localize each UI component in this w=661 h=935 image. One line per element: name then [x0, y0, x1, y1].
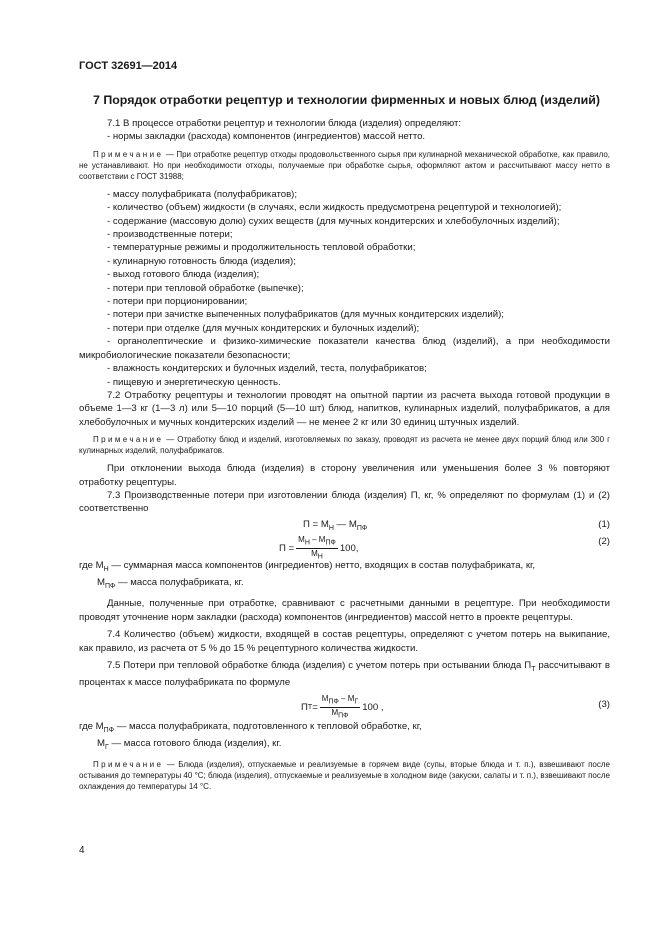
formula-2-number: (2) — [598, 535, 610, 547]
formula-2-expression: П = $\frac{М_Н - М_{ПФ}}{М_Н}$ 100, — [279, 534, 359, 561]
list-item: - потери при тепловой обработке (выпечке); — [107, 282, 304, 294]
formula-3 — [79, 690, 610, 720]
note-text: — Отработку блюд и изделий, изготовляемых по заказу, проводят из расчета не менее двух порций блюд или 300 г кулинарных изделий, полуфабрикатов. — [79, 435, 610, 456]
paragraph-7-1: 7.1 В процессе отработки рецептур и технологии блюда (изделия) определяют: — [107, 118, 462, 129]
list-item: - пищевую и энергетическую ценность. — [107, 376, 281, 388]
formula-1-expression: $П = М_Н$ — $М_{ПФ}$ — [303, 518, 368, 532]
paragraph-7-2-deviation: При отклонении выхода блюда (изделия) в сторону увеличения или уменьшения более 3 % повторяют отработку рецептуры. — [79, 463, 610, 488]
formula-definitions-1 — [79, 559, 610, 594]
list-item: - потери при зачистке выпеченных полуфабрикатов (для мучных кондитерских изделий); — [107, 309, 504, 321]
list-item: - производственные потери; — [107, 229, 233, 241]
formula-3-fraction: $\frac{М_{ПФ} - М_Г}{М_{ПФ}}$ — [321, 693, 359, 720]
paragraph-7-5: 7.5 Потери при тепловой обработке блюда (изделия) с учетом потерь при остывании блюда $П_Т$ рассчитывают в процентах к массе полуфабриката по формуле — [79, 660, 610, 689]
list-item: - влажность кондитерских и булочных изделий, теста, полуфабрикатов; — [107, 363, 427, 375]
note-text: — При отработке рецептур отходы продовольственного сырья при кулинарной механической обработке, как правило, не устанавливают. Но при необходимости отходы, получаемые при обработке сырья, оформляют актом и рассчитывают массу нетто в соответствии с ГОСТ 31988; — [79, 149, 610, 181]
list-item: - температурные режимы и продолжительность тепловой обработки; — [107, 242, 416, 254]
paragraph-7-3-comparison: Данные, полученные при отработке, сравнивают с расчетными данными в рецептуре. При необходимости проводят уточнение норм закладки (расхода) компонентов (ингредиентов) массой нетто в проекте рецептуры. — [79, 598, 610, 623]
formula-3-expression: П Т = $\frac{М_{ПФ} - М_Г}{М_{ПФ}}$ 100 , — [301, 693, 384, 720]
list-item-net-mass: - нормы закладки (расхода) компонентов (ингредиентов) массой нетто. — [107, 131, 426, 143]
paragraph-7-2: 7.2 Отработку рецептуры и технологии проводят на опытной партии из расчета выхода готовой продукции в объеме 1—3 кг (1—3 л) или 5—10 порций (5—10 шт) блюд, напитков, кулинарных изделий, полуфабрикатов, а для хлебобулочных и мучных кондитерских изделий — не менее 2 кг или 30 единиц штучных изделий. — [79, 389, 610, 428]
list-item: - массу полуфабриката (полуфабрикатов); — [107, 188, 298, 200]
definition-mn: где $М_Н$ — суммарная масса компонентов (ингредиентов) нетто, входящих в состав полуфабриката, кг, — [79, 559, 536, 573]
formula-2-fraction: $\frac{М_Н - М_{ПФ}}{М_Н}$ — [298, 534, 336, 561]
document-body — [79, 92, 610, 798]
definition-mpf: $М_{ПФ}$ — масса полуфабриката, кг. — [97, 577, 244, 590]
list-item: - количество (объем) жидкости (в случаях, если жидкость предусмотрена рецептурой и технологией); — [107, 202, 562, 214]
list-item: - потери при отделке (для мучных кондитерских и булочных изделий); — [107, 322, 420, 334]
note-1 — [79, 149, 610, 182]
paragraph-7-4: 7.4 Количество (объем) жидкости, входящей в состав рецептуры, определяют с учетом потерь на выкипание, как правило, из расчета от 5 % до 15 % рецептурного количества жидкости. — [79, 629, 610, 654]
determination-list — [79, 188, 610, 389]
list-item: - органолептические и физико-химические показатели качества блюд (изделий), а при необходимости микробиологические показатели безопасности; — [79, 336, 610, 361]
definition-mpf-thermal: где $М_{ПФ}$ — масса полуфабриката, подготовленного к тепловой обработке, кг, — [79, 720, 422, 734]
formula-definitions-2 — [79, 720, 610, 755]
section-title: 7 Порядок отработки рецептур и технологии фирменных и новых блюд (изделий) — [93, 93, 601, 107]
note-2 — [79, 434, 610, 456]
formula-1-number: (1) — [598, 518, 610, 530]
paragraph-7-3: 7.3 Производственные потери при изготовлении блюда (изделия) П, кг, % определяют по формулам (1) и (2) соответственно — [79, 489, 610, 515]
page-number: 4 — [79, 845, 85, 856]
note-label: Примечание — [93, 149, 164, 159]
note-label: Примечание — [93, 435, 164, 445]
formula-2 — [79, 533, 610, 559]
formula-3-number: (3) — [598, 698, 610, 710]
definition-mg: $М_Г$ — масса готового блюда (изделия), кг. — [97, 738, 282, 751]
note-text: — Блюда (изделия), отпускаемые и реализуемые в горячем виде (супы, вторые блюда и т. п.), взвешивают после остывания до температуры 40 °С; блюда (изделия), отпускаемые и реализуемые в холодном виде (закуски, салаты и т. п.), взвешивают после охлаждения до температуры 14 °С. — [79, 760, 610, 792]
note-3 — [79, 759, 610, 792]
document-header: ГОСТ 32691—2014 — [79, 60, 178, 72]
formula-1 — [79, 516, 610, 533]
list-item: - потери при порционировании; — [107, 296, 248, 308]
note-label: Примечание — [93, 760, 164, 770]
list-item: - кулинарную готовность блюда (изделия); — [107, 255, 296, 267]
list-item: - выход готового блюда (изделия); — [107, 269, 260, 281]
list-item: - содержание (массовую долю) сухих веществ (для мучных кондитерских и хлебобулочных изделий); — [107, 215, 560, 227]
